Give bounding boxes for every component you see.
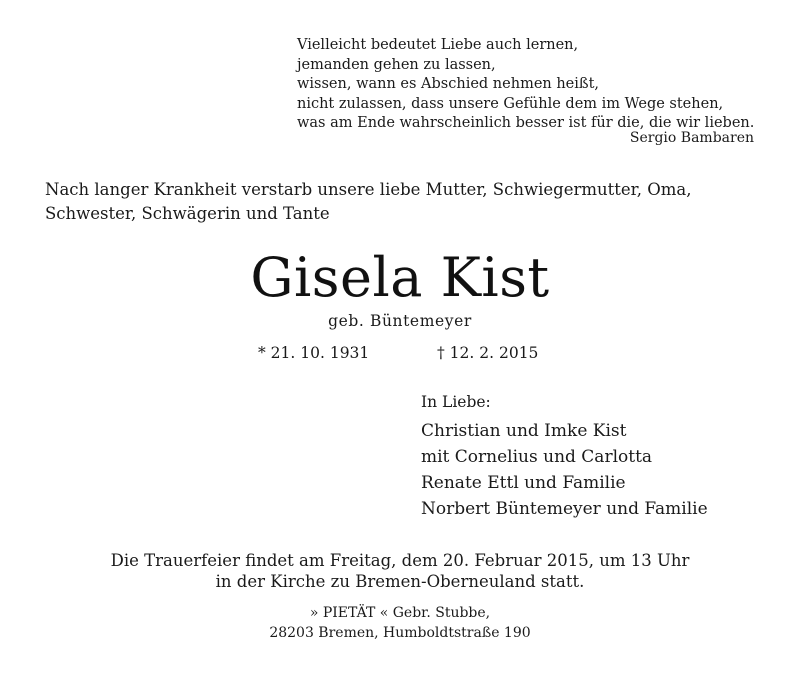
mourner-line: mit Cornelius und Carlotta — [421, 447, 653, 467]
mourners-label: In Liebe: — [421, 393, 491, 411]
birth-date: * 21. 10. 1931 — [258, 344, 370, 362]
death-date: † 12. 2. 2015 — [437, 344, 539, 362]
mourner-line: Norbert Büntemeyer und Familie — [421, 499, 708, 519]
undertaker-line: 28203 Bremen, Humboldtstraße 190 — [269, 625, 531, 641]
maiden-name: geb. Büntemeyer — [328, 312, 472, 330]
undertaker-info — [0, 603, 800, 643]
poem-line: nicht zulassen, dass unsere Gefühle dem im Wege stehen, — [297, 95, 724, 112]
undertaker-line: » PIETÄT « Gebr. Stubbe, — [309, 605, 491, 621]
poem-line: wissen, wann es Abschied nehmen heißt, — [297, 76, 600, 93]
mourners-list — [421, 418, 708, 522]
funeral-line: in der Kirche zu Bremen-Oberneuland statt. — [215, 572, 585, 591]
mourner-line: Renate Ettl und Familie — [421, 473, 626, 493]
deceased-name: Gisela Kist — [250, 246, 550, 309]
poem-line: Vielleicht bedeutet Liebe auch lernen, — [297, 37, 579, 53]
poem-line: jemanden gehen zu lassen, — [297, 56, 496, 73]
poem — [297, 36, 754, 134]
intro-text: Nach langer Krankheit verstarb unsere liebe Mutter, Schwiegermutter, Oma, Schwester, Schwägerin und Tante — [45, 180, 692, 223]
funeral-info — [0, 550, 800, 592]
poem-author: Sergio Bambaren — [629, 130, 754, 146]
poem-line: was am Ende wahrscheinlich besser ist für die, die wir lieben. — [297, 115, 755, 132]
mourner-line: Christian und Imke Kist — [421, 421, 627, 441]
funeral-line: Die Trauerfeier findet am Freitag, dem 20. Februar 2015, um 13 Uhr — [110, 551, 690, 570]
